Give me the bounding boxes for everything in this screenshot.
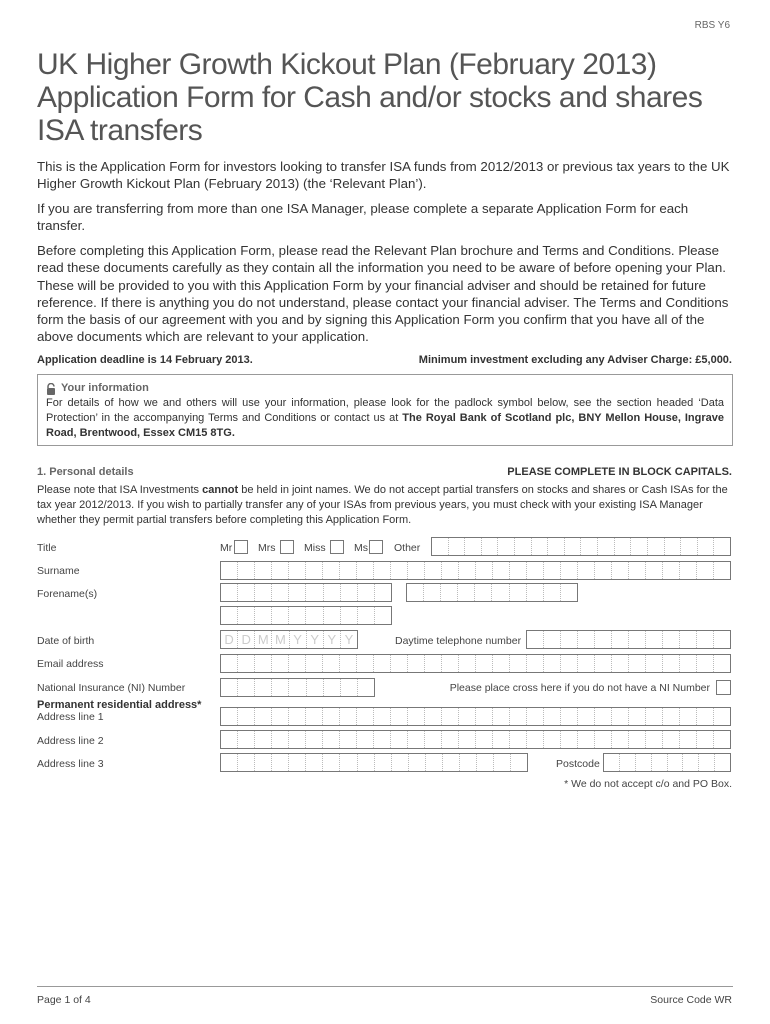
character-cell[interactable] [407, 584, 424, 601]
character-cell[interactable] [663, 631, 680, 648]
character-cell[interactable] [340, 708, 357, 725]
character-cell[interactable] [238, 731, 255, 748]
character-cell[interactable] [699, 754, 715, 771]
character-cell[interactable] [408, 731, 425, 748]
character-cell[interactable] [612, 631, 629, 648]
character-cell[interactable] [595, 631, 612, 648]
character-cell[interactable] [544, 655, 561, 672]
character-cell[interactable] [255, 655, 272, 672]
character-cell[interactable] [374, 731, 391, 748]
mrs-label: Mrs [258, 542, 276, 554]
character-cell[interactable] [510, 562, 527, 579]
character-cell[interactable] [629, 655, 646, 672]
character-cell[interactable] [459, 562, 476, 579]
character-cell[interactable] [255, 584, 272, 601]
character-cell[interactable] [340, 655, 357, 672]
character-cell[interactable] [425, 708, 442, 725]
character-cell[interactable] [391, 562, 408, 579]
character-cell[interactable] [544, 584, 561, 601]
surname-label: Surname [37, 565, 80, 577]
character-cell[interactable] [493, 562, 510, 579]
character-cell[interactable] [272, 562, 289, 579]
character-cell[interactable] [598, 538, 615, 555]
address-line-1-input[interactable] [220, 707, 731, 726]
character-cell[interactable] [358, 607, 375, 624]
character-cell[interactable] [629, 562, 646, 579]
forename-input-3[interactable] [220, 606, 392, 625]
character-cell[interactable] [357, 655, 374, 672]
character-cell[interactable] [340, 754, 357, 771]
character-cell[interactable] [578, 731, 595, 748]
forenames-label: Forename(s) [37, 588, 98, 600]
character-cell[interactable] [306, 562, 323, 579]
character-cell[interactable] [324, 607, 341, 624]
dob-input[interactable] [220, 630, 358, 649]
character-cell[interactable] [646, 708, 663, 725]
character-cell[interactable] [272, 731, 289, 748]
character-cell[interactable] [238, 754, 255, 771]
character-cell[interactable] [697, 655, 714, 672]
character-cell[interactable] [494, 754, 511, 771]
character-cell[interactable] [306, 655, 323, 672]
character-cell[interactable] [272, 679, 289, 696]
character-cell[interactable] [289, 584, 306, 601]
character-cell[interactable] [255, 731, 272, 748]
character-cell[interactable] [289, 562, 306, 579]
character-cell[interactable] [515, 538, 532, 555]
character-cell[interactable] [358, 754, 375, 771]
character-cell[interactable] [665, 538, 682, 555]
character-cell[interactable] [391, 731, 408, 748]
minimum-investment-note: Minimum investment excluding any Adviser Charge: £5,000. [418, 354, 732, 366]
character-cell[interactable] [323, 562, 340, 579]
character-cell[interactable] [527, 655, 544, 672]
character-cell[interactable] [289, 655, 306, 672]
character-cell[interactable] [615, 538, 632, 555]
character-cell[interactable] [476, 655, 493, 672]
dob-cell[interactable]: M [272, 631, 289, 648]
character-cell[interactable] [289, 708, 306, 725]
character-cell[interactable] [544, 562, 561, 579]
character-cell[interactable] [340, 731, 357, 748]
character-cell[interactable] [620, 754, 636, 771]
other-label: Other [394, 542, 421, 554]
character-cell[interactable] [648, 538, 665, 555]
character-cell[interactable] [527, 631, 544, 648]
character-cell[interactable] [255, 607, 272, 624]
character-cell[interactable] [714, 708, 730, 725]
source-code: Source Code WR [650, 994, 732, 1006]
character-cell[interactable] [425, 731, 442, 748]
character-cell[interactable] [409, 754, 426, 771]
character-cell[interactable] [477, 754, 494, 771]
address-line-3-input[interactable] [220, 753, 528, 772]
character-cell[interactable] [374, 562, 391, 579]
address-line-1-label: Address line 1 [37, 711, 104, 723]
character-cell[interactable] [714, 655, 730, 672]
character-cell[interactable] [595, 562, 612, 579]
character-cell[interactable] [238, 584, 255, 601]
character-cell[interactable] [493, 731, 510, 748]
character-cell[interactable] [697, 631, 714, 648]
character-cell[interactable] [323, 708, 340, 725]
ni-label: National Insurance (NI) Number [37, 682, 186, 694]
character-cell[interactable] [306, 584, 323, 601]
character-cell[interactable] [323, 731, 340, 748]
character-cell[interactable] [612, 562, 629, 579]
character-cell[interactable] [510, 708, 527, 725]
character-cell[interactable] [408, 708, 425, 725]
phone-label: Daytime telephone number [395, 635, 522, 647]
character-cell[interactable] [341, 607, 358, 624]
character-cell[interactable] [527, 562, 544, 579]
character-cell[interactable] [561, 655, 578, 672]
intro-paragraph: This is the Application Form for investors looking to transfer ISA funds from 2012/2013 or previous tax years to the UK Higher Growth Kickout Plan (February 2013) (the ‘Relevant Plan’). [37, 159, 730, 192]
character-cell[interactable] [714, 538, 730, 555]
character-cell[interactable] [357, 562, 374, 579]
surname-input[interactable] [220, 561, 731, 580]
intro-paragraph: Before completing this Application Form, please read the Relevant Plan brochure and Terms and Conditions. Please read these documents carefully as they contain all the information you need to be aware of before opening your Plan. These will be provided to you with this Application Form by your financial adviser and should be retained for future reference. If there is anything you do not understand, please contact your financial adviser. The Terms and Conditions form the basis of our agreement with you and by signing this Application Form you confirm that you have all of the above documents which are relevant to your application. [37, 243, 729, 345]
intro-paragraph: If you are transferring from more than one ISA Manager, please complete a separate Application Form for each transfer. [37, 201, 689, 234]
character-cell[interactable] [221, 679, 238, 696]
dob-cell[interactable]: Y [290, 631, 307, 648]
footer-divider [37, 986, 733, 987]
ms-checkbox[interactable] [369, 540, 383, 554]
postcode-input[interactable] [603, 753, 731, 772]
character-cell[interactable] [565, 538, 582, 555]
character-cell[interactable] [289, 607, 306, 624]
character-cell[interactable] [459, 708, 476, 725]
character-cell[interactable] [221, 607, 238, 624]
character-cell[interactable] [221, 562, 238, 579]
character-cell[interactable] [578, 708, 595, 725]
character-cell[interactable] [374, 708, 391, 725]
character-cell[interactable] [476, 731, 493, 748]
no-ni-checkbox[interactable] [716, 680, 731, 695]
character-cell[interactable] [324, 679, 341, 696]
character-cell[interactable] [595, 655, 612, 672]
character-cell[interactable] [581, 538, 598, 555]
section-note: Please note that ISA Investments cannot be held in joint names. We do not accept partial transfers on stocks and shares or Cash ISAs for the tax year 2012/2013. If you wish to partially transfer any of your ISAs from previous years, you must check with your existing ISA Manager whether they permit partial transfers before completing this Application Form. [37, 484, 728, 526]
permanent-address-heading: Permanent residential address* [37, 699, 202, 711]
dob-cell[interactable]: Y [344, 632, 354, 647]
character-cell[interactable] [680, 631, 697, 648]
character-cell[interactable] [306, 731, 323, 748]
miss-checkbox[interactable] [330, 540, 344, 554]
character-cell[interactable] [548, 538, 565, 555]
address-line-2-label: Address line 2 [37, 735, 104, 747]
mrs-checkbox[interactable] [280, 540, 294, 554]
character-cell[interactable] [698, 538, 715, 555]
character-cell[interactable] [652, 754, 668, 771]
title-line: ISA transfers [37, 114, 203, 147]
character-cell[interactable] [357, 731, 374, 748]
character-cell[interactable] [238, 708, 255, 725]
character-cell[interactable] [238, 607, 255, 624]
mr-label: Mr [220, 542, 233, 554]
character-cell[interactable] [306, 607, 323, 624]
character-cell[interactable] [697, 731, 714, 748]
forename-input-1[interactable] [220, 583, 392, 602]
character-cell[interactable] [408, 655, 425, 672]
character-cell[interactable] [714, 631, 730, 648]
character-cell[interactable] [595, 731, 612, 748]
character-cell[interactable] [323, 655, 340, 672]
character-cell[interactable] [424, 584, 441, 601]
character-cell[interactable] [289, 679, 306, 696]
character-cell[interactable] [307, 679, 324, 696]
character-cell[interactable] [476, 708, 493, 725]
character-cell[interactable] [340, 562, 357, 579]
character-cell[interactable] [458, 584, 475, 601]
character-cell[interactable] [323, 754, 340, 771]
character-cell[interactable] [663, 655, 680, 672]
character-cell[interactable] [612, 708, 629, 725]
address-line-2-input[interactable] [220, 730, 731, 749]
character-cell[interactable] [697, 708, 714, 725]
info-heading: Your information [61, 382, 149, 394]
character-cell[interactable] [663, 562, 680, 579]
character-cell[interactable] [629, 631, 646, 648]
character-cell[interactable] [629, 731, 646, 748]
character-cell[interactable] [532, 538, 549, 555]
character-cell[interactable] [443, 754, 460, 771]
page-title [37, 48, 757, 147]
character-cell[interactable] [306, 708, 323, 725]
padlock-icon [46, 383, 56, 395]
character-cell[interactable] [272, 754, 289, 771]
character-cell[interactable] [221, 731, 238, 748]
deadline-note: Application deadline is 14 February 2013. [37, 354, 253, 366]
character-cell[interactable] [391, 708, 408, 725]
character-cell[interactable] [681, 538, 698, 555]
character-cell[interactable] [493, 655, 510, 672]
character-cell[interactable] [636, 754, 652, 771]
character-cell[interactable] [289, 754, 306, 771]
postcode-label: Postcode [556, 758, 600, 770]
no-ni-label: Please place cross here if you do not have a NI Number [449, 682, 710, 694]
character-cell[interactable] [459, 655, 476, 672]
character-cell[interactable] [612, 731, 629, 748]
character-cell[interactable] [272, 655, 289, 672]
character-cell[interactable] [459, 731, 476, 748]
character-cell[interactable] [578, 655, 595, 672]
character-cell[interactable] [510, 731, 527, 748]
character-cell[interactable] [358, 679, 374, 696]
ms-label: Ms [354, 542, 368, 554]
character-cell[interactable] [375, 607, 391, 624]
info-address: The Royal Bank of Scotland plc, BNY Mellon House, Ingrave Road, Brentwood, Essex CM15 8TG. [46, 412, 725, 439]
character-cell[interactable] [306, 754, 323, 771]
character-cell[interactable] [544, 708, 561, 725]
character-cell[interactable] [527, 708, 544, 725]
title-line: Application Form for Cash and/or stocks and shares [37, 81, 703, 114]
dob-cell[interactable]: M [255, 631, 272, 648]
info-text: For details of how we and others will use your information, please look for the padlock symbol below, see the section headed ‘Data Protection’ in the accompanying Terms and Conditions or contact us at [46, 397, 724, 424]
character-cell[interactable] [510, 584, 527, 601]
character-cell[interactable] [442, 655, 459, 672]
email-input[interactable] [220, 654, 731, 673]
character-cell[interactable] [561, 631, 578, 648]
character-cell[interactable] [221, 655, 238, 672]
character-cell[interactable] [272, 607, 289, 624]
character-cell[interactable] [527, 584, 544, 601]
character-cell[interactable] [646, 631, 663, 648]
title-label: Title [37, 542, 57, 554]
character-cell[interactable] [289, 731, 306, 748]
character-cell[interactable] [646, 655, 663, 672]
dob-label: Date of birth [37, 635, 95, 647]
character-cell[interactable] [476, 562, 493, 579]
block-capitals-note: PLEASE COMPLETE IN BLOCK CAPITALS. [507, 466, 732, 478]
character-cell[interactable] [426, 754, 443, 771]
character-cell[interactable] [511, 754, 527, 771]
character-cell[interactable] [646, 731, 663, 748]
character-cell[interactable] [604, 754, 620, 771]
character-cell[interactable] [255, 562, 272, 579]
other-title-input[interactable] [431, 537, 731, 556]
character-cell[interactable] [544, 731, 561, 748]
character-cell[interactable] [482, 538, 499, 555]
character-cell[interactable] [629, 708, 646, 725]
dob-cell[interactable]: Y [307, 631, 324, 648]
miss-label: Miss [304, 542, 326, 554]
character-cell[interactable] [375, 754, 392, 771]
address-note: * We do not accept c/o and PO Box. [564, 778, 732, 790]
character-cell[interactable] [492, 584, 509, 601]
character-cell[interactable] [374, 655, 391, 672]
character-cell[interactable] [341, 679, 358, 696]
character-cell[interactable] [527, 731, 544, 748]
phone-input[interactable] [526, 630, 731, 649]
character-cell[interactable] [221, 584, 238, 601]
character-cell[interactable] [561, 562, 578, 579]
dob-cell[interactable]: Y [324, 631, 341, 648]
character-cell[interactable] [475, 584, 492, 601]
character-cell[interactable] [683, 754, 699, 771]
character-cell[interactable] [358, 584, 375, 601]
character-cell[interactable] [714, 731, 730, 748]
character-cell[interactable] [391, 655, 408, 672]
character-cell[interactable] [238, 655, 255, 672]
character-cell[interactable] [442, 562, 459, 579]
character-cell[interactable] [441, 584, 458, 601]
character-cell[interactable] [221, 754, 238, 771]
character-cell[interactable] [465, 538, 482, 555]
forename-input-2[interactable] [406, 583, 578, 602]
character-cell[interactable] [595, 708, 612, 725]
character-cell[interactable] [375, 584, 391, 601]
character-cell[interactable] [255, 754, 272, 771]
address-line-3-label: Address line 3 [37, 758, 104, 770]
character-cell[interactable] [631, 538, 648, 555]
title-line: UK Higher Growth Kickout Plan (February 2013) [37, 48, 657, 81]
character-cell[interactable] [255, 679, 272, 696]
character-cell[interactable] [646, 562, 663, 579]
character-cell[interactable] [324, 584, 341, 601]
your-information-box [37, 374, 733, 446]
character-cell[interactable] [442, 731, 459, 748]
character-cell[interactable] [561, 731, 578, 748]
character-cell[interactable] [238, 562, 255, 579]
character-cell[interactable] [680, 708, 697, 725]
character-cell[interactable] [357, 708, 374, 725]
character-cell[interactable] [425, 655, 442, 672]
character-cell[interactable] [408, 562, 425, 579]
character-cell[interactable] [680, 731, 697, 748]
character-cell[interactable] [272, 708, 289, 725]
character-cell[interactable] [578, 631, 595, 648]
character-cell[interactable] [714, 562, 730, 579]
character-cell[interactable] [392, 754, 409, 771]
character-cell[interactable] [425, 562, 442, 579]
character-cell[interactable] [561, 708, 578, 725]
character-cell[interactable] [680, 562, 697, 579]
character-cell[interactable] [341, 584, 358, 601]
character-cell[interactable] [493, 708, 510, 725]
character-cell[interactable] [544, 631, 561, 648]
dob-cell[interactable]: D [221, 631, 238, 648]
character-cell[interactable] [697, 562, 714, 579]
character-cell[interactable] [238, 679, 255, 696]
character-cell[interactable] [663, 708, 680, 725]
character-cell[interactable] [612, 655, 629, 672]
character-cell[interactable] [432, 538, 449, 555]
character-cell[interactable] [460, 754, 477, 771]
page-number: Page 1 of 4 [37, 994, 91, 1006]
character-cell[interactable] [561, 584, 577, 601]
character-cell[interactable] [668, 754, 684, 771]
character-cell[interactable] [680, 655, 697, 672]
character-cell[interactable] [221, 708, 238, 725]
character-cell[interactable] [715, 754, 730, 771]
mr-checkbox[interactable] [234, 540, 248, 554]
ni-input[interactable] [220, 678, 375, 697]
character-cell[interactable] [663, 731, 680, 748]
section-heading: 1. Personal details [37, 466, 134, 478]
email-label: Email address [37, 658, 104, 670]
character-cell[interactable] [498, 538, 515, 555]
form-reference: RBS Y6 [694, 20, 730, 31]
dob-cell[interactable]: D [238, 631, 255, 648]
character-cell[interactable] [510, 655, 527, 672]
character-cell[interactable] [442, 708, 459, 725]
character-cell[interactable] [578, 562, 595, 579]
character-cell[interactable] [255, 708, 272, 725]
character-cell[interactable] [449, 538, 466, 555]
character-cell[interactable] [272, 584, 289, 601]
